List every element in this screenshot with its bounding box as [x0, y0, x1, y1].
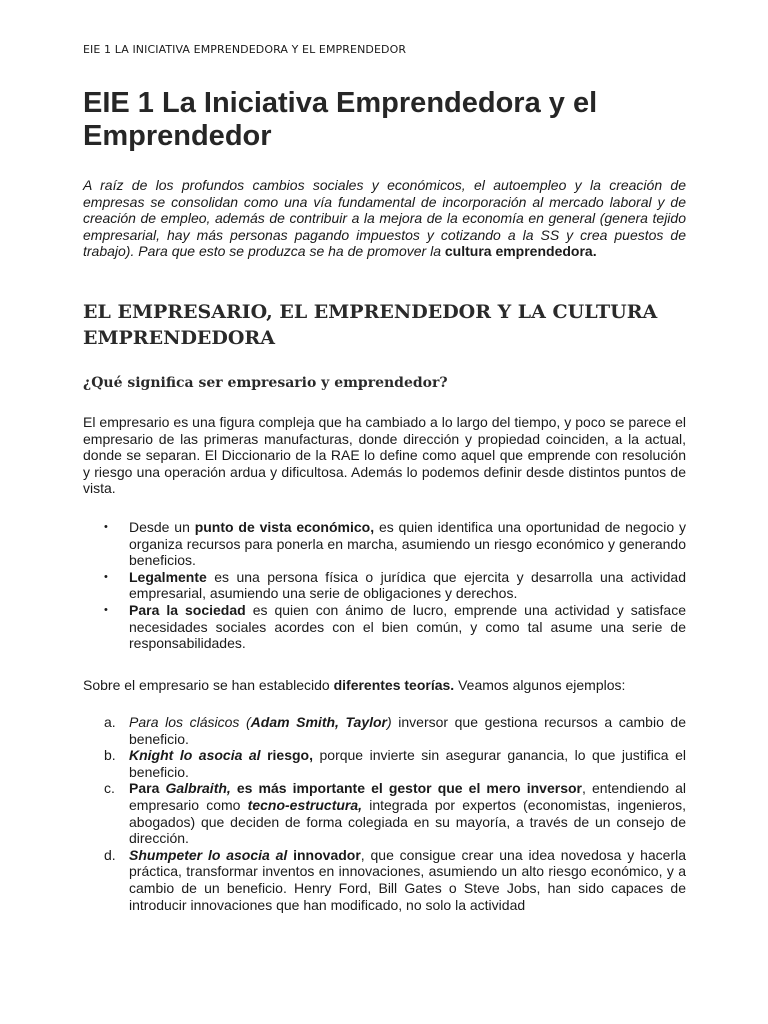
bullet-marker: • — [104, 521, 108, 533]
theory-term: tecno-estructura, — [247, 796, 363, 813]
theory-italic-close: ) — [387, 714, 392, 730]
theory-text: inversor que gestiona recursos a cambio de beneficio. — [129, 714, 687, 747]
theories-intro-lead: Sobre el empresario se han establecido — [83, 677, 334, 693]
bullet-text: es una persona física o jurídica que ejercita y desarrolla una actividad empresarial, asumiendo una serie de obligaciones y derechos. — [129, 568, 686, 602]
sub-heading: ¿Qué significa ser empresario y emprendedor? — [83, 375, 448, 391]
bullet-bold: Para la sociedad — [129, 601, 246, 618]
list-item — [83, 847, 686, 913]
list-marker: c. — [104, 780, 115, 797]
theory-bold-2: es más importante el gestor que el mero inversor — [230, 780, 582, 797]
bullet-bold: punto de vista económico, — [194, 519, 375, 535]
bullet-text: es quien con ánimo de lucro, emprende una actividad y satisface necesidades sociales acordes con el bien común, y como tal asume una serie de responsabilidades. — [129, 601, 686, 652]
theory-authors: Adam Smith, Taylor — [250, 714, 388, 730]
list-item — [83, 569, 686, 602]
theories-list — [83, 714, 686, 913]
list-item — [83, 519, 686, 569]
theory-author: Shumpeter lo asocia al — [129, 846, 288, 863]
list-item — [83, 602, 686, 652]
bullet-text: es quien identifica una oportunidad de negocio y organiza recursos para ponerla en marcha, asumiendo un riesgo económico y generando beneficios. — [129, 519, 686, 569]
bullet-marker: • — [104, 570, 108, 583]
section-heading-line-1: EL EMPRESARIO, EL EMPRENDEDOR Y LA CULTURA — [83, 301, 658, 323]
list-marker: d. — [104, 846, 116, 863]
theories-intro-end: Veamos algunos ejemplos: — [454, 677, 626, 693]
theory-text-2: integrada por expertos (economistas, ingenieros, abogados) que deciden de forma colegiada en su mayoría, a través de un consejo de dirección. — [129, 796, 686, 847]
list-marker: a. — [104, 714, 116, 730]
theory-bold: innovador — [287, 846, 361, 863]
theory-author: Galbraith, — [165, 780, 231, 797]
running-header: EIE 1 LA INICIATIVA EMPRENDEDORA Y EL EMPRENDEDOR — [83, 43, 407, 56]
bullet-marker: • — [104, 603, 108, 616]
list-item — [83, 747, 686, 780]
theory-text: , que consigue crear una idea novedosa y hacerla práctica, transformar inventos en innovaciones, asumiendo un alto riesgo económico, y a cambio de un beneficio. Henry Ford, Bill Gates o Steve Jobs, han sido capaces de introducir innovaciones que han modificado, no solo la actividad — [129, 846, 687, 913]
theory-bold: Para — [129, 780, 166, 797]
theory-text: porque invierte sin asegurar ganancia, lo que justifica el beneficio. — [129, 747, 686, 780]
intro-text: A raíz de los profundos cambios sociales y económicos, el autoempleo y la creación de empresas se consolidan como una vía fundamental de incorporación al mercado laboral y de creación de empleo, además de contribuir a la mejora de la economía en general (genera tejido empresarial, hay más personas pagando impuestos y cotizando a la SS y crea puestos de trabajo). Para que esto se produzca se ha de promover la — [83, 177, 686, 260]
document-title — [83, 87, 597, 153]
theory-bold: riesgo, — [260, 747, 313, 764]
theory-author: Knight lo asocia al — [129, 747, 261, 764]
viewpoint-list — [83, 519, 686, 652]
intro-bold-term: cultura emprendedora — [444, 243, 593, 260]
bullet-bold: Legalmente — [129, 568, 207, 585]
list-item — [83, 780, 686, 846]
list-item — [83, 714, 686, 747]
list-marker: b. — [104, 747, 116, 764]
section-heading — [83, 299, 686, 351]
title-line-2: Emprendedor — [83, 120, 272, 152]
paragraph-theories-intro — [83, 677, 686, 694]
title-line-1: EIE 1 La Iniciativa Emprendedora y el — [83, 87, 598, 119]
theory-text: , entendiendo al empresario como — [129, 780, 687, 813]
section-heading-line-2: EMPRENDEDORA — [83, 327, 275, 349]
bullet-lead: Desde un — [129, 519, 195, 535]
intro-paragraph — [83, 177, 686, 260]
theory-italic: Para los clásicos ( — [129, 714, 251, 730]
theories-intro-bold: diferentes teorías. — [333, 677, 455, 693]
paragraph-definition: El empresario es una figura compleja que ha cambiado a lo largo del tiempo, y poco se parece el empresario de las primeras manufacturas, donde dirección y propiedad coinciden, a la actual, donde se separan. El Diccionario de la RAE lo define como aquel que emprende con resolución y riesgo una operación ardua y dificultosa. Además lo podemos definir desde distintos puntos de vista. — [83, 414, 686, 497]
intro-end: . — [592, 243, 597, 260]
